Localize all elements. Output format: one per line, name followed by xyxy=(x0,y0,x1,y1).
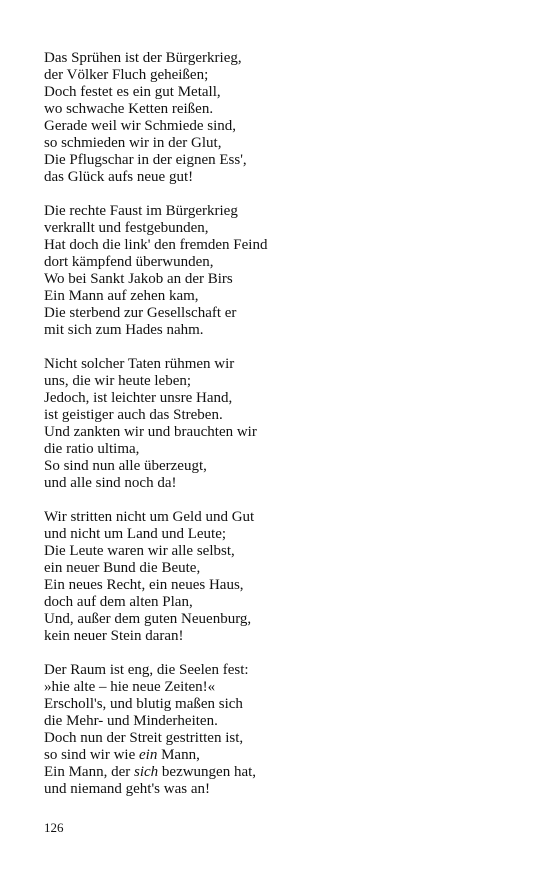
poem-line: die ratio ultima, xyxy=(44,441,140,457)
poem-line: und nicht um Land und Leute; xyxy=(44,526,227,542)
poem-line: kein neuer Stein daran! xyxy=(44,628,184,644)
line-text: Ein Mann, der xyxy=(44,764,134,780)
poem-page xyxy=(44,50,514,815)
stanza xyxy=(44,50,514,186)
poem-line: wo schwache Ketten reißen. xyxy=(44,101,214,117)
poem-line: ein neuer Bund die Beute, xyxy=(44,560,201,576)
poem-line: Wir stritten nicht um Geld und Gut xyxy=(44,509,255,525)
poem-line: verkrallt und festgebunden, xyxy=(44,220,209,236)
poem-line: Jedoch, ist leichter unsre Hand, xyxy=(44,390,233,406)
poem-line: ist geistiger auch das Streben. xyxy=(44,407,223,423)
poem-line: und alle sind noch da! xyxy=(44,475,177,491)
page-number: 126 xyxy=(44,820,64,835)
poem-line: und niemand geht's was an! xyxy=(44,781,210,797)
poem-line: die Mehr- und Minderheiten. xyxy=(44,713,218,729)
poem-line xyxy=(44,764,514,781)
stanza xyxy=(44,356,514,492)
poem-line: Die sterbend zur Gesellschaft er xyxy=(44,305,237,321)
line-text: bezwungen hat, xyxy=(158,764,257,780)
stanza xyxy=(44,203,514,339)
poem-line: »hie alte – hie neue Zeiten!« xyxy=(44,679,216,695)
poem-line: mit sich zum Hades nahm. xyxy=(44,322,204,338)
poem-line: Die Leute waren wir alle selbst, xyxy=(44,543,235,559)
italic-emphasis: ein xyxy=(139,747,158,763)
poem-line: Und, außer dem guten Neuenburg, xyxy=(44,611,252,627)
poem-line: Gerade weil wir Schmiede sind, xyxy=(44,118,237,134)
poem-line: Und zankten wir und brauchten wir xyxy=(44,424,257,440)
poem-line: Ein Mann auf zehen kam, xyxy=(44,288,199,304)
stanza xyxy=(44,509,514,645)
poem-line: Doch festet es ein gut Metall, xyxy=(44,84,221,100)
poem-line: Nicht solcher Taten rühmen wir xyxy=(44,356,235,372)
poem-line: so schmieden wir in der Glut, xyxy=(44,135,222,151)
poem-line: Hat doch die link' den fremden Feind xyxy=(44,237,268,253)
line-text: Mann, xyxy=(157,747,200,763)
poem-line: Erscholl's, und blutig maßen sich xyxy=(44,696,243,712)
poem-line: uns, die wir heute leben; xyxy=(44,373,192,389)
poem-line: Die Pflugschar in der eignen Ess', xyxy=(44,152,247,168)
poem-line: das Glück aufs neue gut! xyxy=(44,169,194,185)
stanza xyxy=(44,662,514,798)
poem-line: Das Sprühen ist der Bürgerkrieg, xyxy=(44,50,242,66)
poem-line: doch auf dem alten Plan, xyxy=(44,594,193,610)
poem-line: Wo bei Sankt Jakob an der Birs xyxy=(44,271,233,287)
poem-line: Die rechte Faust im Bürgerkrieg xyxy=(44,203,238,219)
poem-line: Ein neues Recht, ein neues Haus, xyxy=(44,577,244,593)
poem-line: der Völker Fluch geheißen; xyxy=(44,67,209,83)
italic-emphasis: sich xyxy=(133,764,159,780)
line-text: so sind wir wie xyxy=(44,747,139,763)
poem-line: Der Raum ist eng, die Seelen fest: xyxy=(44,662,249,678)
poem-line xyxy=(44,747,514,764)
poem-line: So sind nun alle überzeugt, xyxy=(44,458,207,474)
poem-line: Doch nun der Streit gestritten ist, xyxy=(44,730,244,746)
poem-body xyxy=(44,50,514,798)
poem-line: dort kämpfend überwunden, xyxy=(44,254,214,270)
